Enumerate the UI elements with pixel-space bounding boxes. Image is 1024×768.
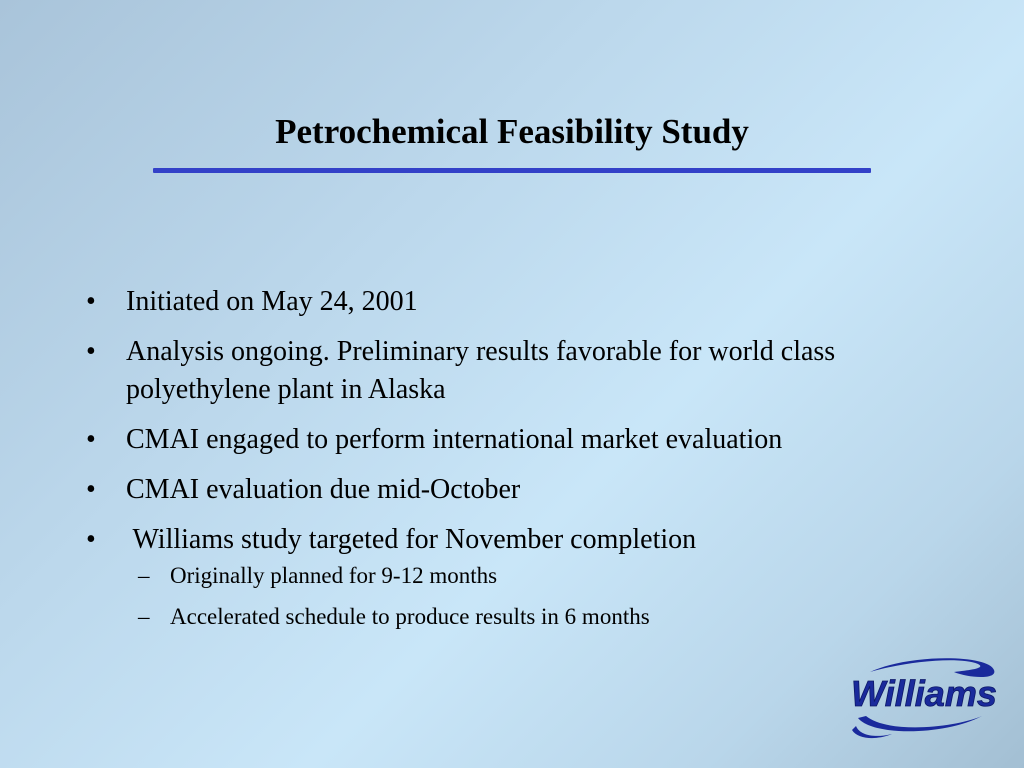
- title-underline: [153, 168, 871, 173]
- bullet-item: [86, 333, 956, 409]
- williams-logo: [848, 656, 1000, 740]
- sub-bullet-marker: –: [138, 563, 150, 588]
- sub-bullet-list: [126, 561, 956, 632]
- bullet-marker: •: [86, 286, 96, 317]
- sub-bullet-marker: –: [138, 604, 150, 629]
- bullet-text: Initiated on May 24, 2001: [126, 286, 418, 317]
- bullet-marker: •: [86, 524, 96, 555]
- sub-bullet-item: [126, 561, 956, 591]
- bullet-text: Analysis ongoing. Preliminary results favorable for world class polyethylene plant in Alaska: [126, 336, 836, 405]
- sub-bullet-text: Originally planned for 9-12 months: [170, 563, 498, 588]
- slide-title: Petrochemical Feasibility Study: [275, 112, 749, 151]
- logo-text: Williams: [851, 673, 997, 714]
- bullet-marker: •: [86, 474, 96, 505]
- bullet-marker: •: [86, 424, 96, 455]
- bullet-text: CMAI evaluation due mid-October: [126, 474, 521, 505]
- bullet-marker: •: [86, 336, 96, 367]
- bullet-text: Williams study targeted for November completion: [126, 524, 697, 555]
- bullet-item: [86, 421, 956, 459]
- bullet-item: [86, 471, 956, 509]
- bullet-item: [86, 283, 956, 321]
- bullet-text: CMAI engaged to perform international market evaluation: [126, 424, 783, 455]
- bullet-list: [86, 283, 956, 644]
- sub-bullet-item: [126, 602, 956, 632]
- sub-bullet-text: Accelerated schedule to produce results in 6 months: [170, 604, 650, 629]
- bullet-item: [86, 521, 956, 632]
